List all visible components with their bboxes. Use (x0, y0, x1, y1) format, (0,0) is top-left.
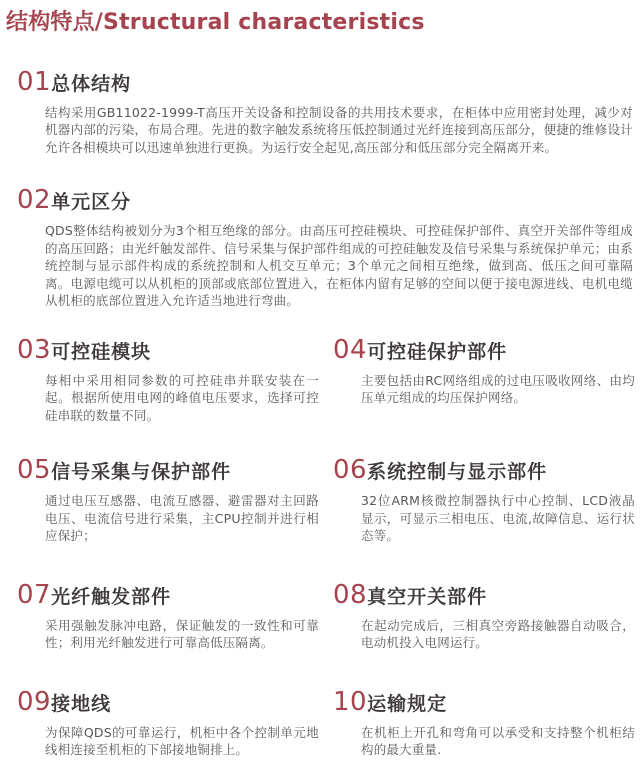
section-header (17, 185, 633, 216)
section-signal-acquisition (0, 457, 333, 545)
page-title: 结构特点/Structural characteristics (6, 10, 425, 35)
section-transport-rules (333, 686, 641, 759)
section-header (333, 686, 635, 717)
section-row (0, 579, 641, 652)
section-number: 02 (17, 185, 52, 216)
section-title: 信号采集与保护部件 (51, 461, 232, 484)
section-header (17, 579, 319, 610)
section-scr-module (0, 334, 333, 425)
section-body: 在起动完成后，三相真空旁路接触器自动吸合，电动机投入电网运行。 (361, 617, 635, 651)
section-header (17, 455, 319, 486)
section-number: 09 (17, 686, 52, 717)
section-body: 结构采用GB11022-1999-T高压开关设备和控制设备的共用技术要求，在柜体中应用密封处理，减少对机器内部的污染，布局合理。先进的数字触发系统将压低控制通过光纤连接到高压部分，便捷的维修设计允许各相模块可以迅速单独进行更换。为运行安全起见,高压部分和低压部分完全隔离开来。 (45, 104, 633, 155)
section-header (333, 579, 635, 610)
section-title: 光纤触发部件 (51, 585, 172, 608)
section-system-control-display (333, 457, 641, 545)
section-number: 04 (333, 334, 368, 365)
section-body: 32位ARM核微控制器执行中心控制、LCD液晶显示，可显示三相电压、电流,故障信息、运行状态等。 (361, 493, 635, 544)
section-number: 10 (333, 686, 368, 717)
section-body: 通过电压互感器、电流互感器、避雷器对主回路电压、电流信号进行采集，主CPU控制并进行相应保护； (45, 493, 319, 544)
section-fiber-trigger (0, 579, 333, 652)
section-number: 06 (333, 455, 368, 486)
section-body: 每相中采用相同参数的可控硅串并联安装在一起。根据所使用电网的峰值电压要求，选择可控硅串联的数量不同。 (45, 372, 319, 423)
section-row (0, 686, 641, 759)
section-number: 05 (17, 455, 52, 486)
section-title: 单元区分 (51, 191, 132, 214)
section-header (17, 334, 319, 365)
section-title: 真空开关部件 (367, 585, 488, 608)
section-title: 总体结构 (51, 72, 132, 95)
section-title: 系统控制与显示部件 (367, 461, 548, 484)
section-scr-protection (333, 334, 641, 425)
section-unit-division (0, 187, 641, 310)
section-body: 采用强触发脉冲电路，保证触发的一致性和可靠性；利用光纤触发进行可靠高低压隔离。 (45, 617, 319, 651)
section-general-structure (0, 66, 641, 157)
section-title: 运输规定 (367, 692, 448, 715)
section-row (0, 334, 641, 425)
section-header (17, 686, 319, 717)
section-body: QDS整体结构被划分为3个相互绝缘的部分。由高压可控硅模块、可控硅保护部件、真空开关部件等组成的高压回路；由光纤触发部件、信号采集与保护部件组成的可控硅触发及信号采集与系统保护单元；由系统控制与显示部件构成的系统控制和人机交互单元；3个单元之间相互绝缘，做到高、低压之间可靠隔离。电源电缆可以从机柜的顶部或底部位置进入，在柜体内留有足够的空间以便于接电源进线、电机电缆从机柜的底部位置进入允许适当地进行弯曲。 (45, 223, 633, 309)
section-title: 可控硅保护部件 (367, 340, 508, 363)
section-header (333, 455, 635, 486)
section-number: 03 (17, 334, 52, 365)
section-body: 主要包括由RC网络组成的过电压吸收网络、由均压单元组成的均压保护网络。 (361, 372, 635, 406)
section-title: 接地线 (51, 692, 112, 715)
section-header (17, 66, 633, 97)
section-vacuum-switch (333, 579, 641, 652)
section-body: 为保障QDS的可靠运行，机柜中各个控制单元地线相连接至机柜的下部接地铜排上。 (45, 724, 319, 758)
section-title: 可控硅模块 (51, 340, 152, 363)
section-body: 在机柜上开孔和弯角可以承受和支持整个机柜结构的最大重量. (361, 724, 635, 758)
section-row (0, 457, 641, 545)
section-number: 01 (17, 66, 52, 97)
section-number: 08 (333, 579, 368, 610)
section-grounding-wire (0, 686, 333, 759)
section-number: 07 (17, 579, 52, 610)
section-header (333, 334, 635, 365)
